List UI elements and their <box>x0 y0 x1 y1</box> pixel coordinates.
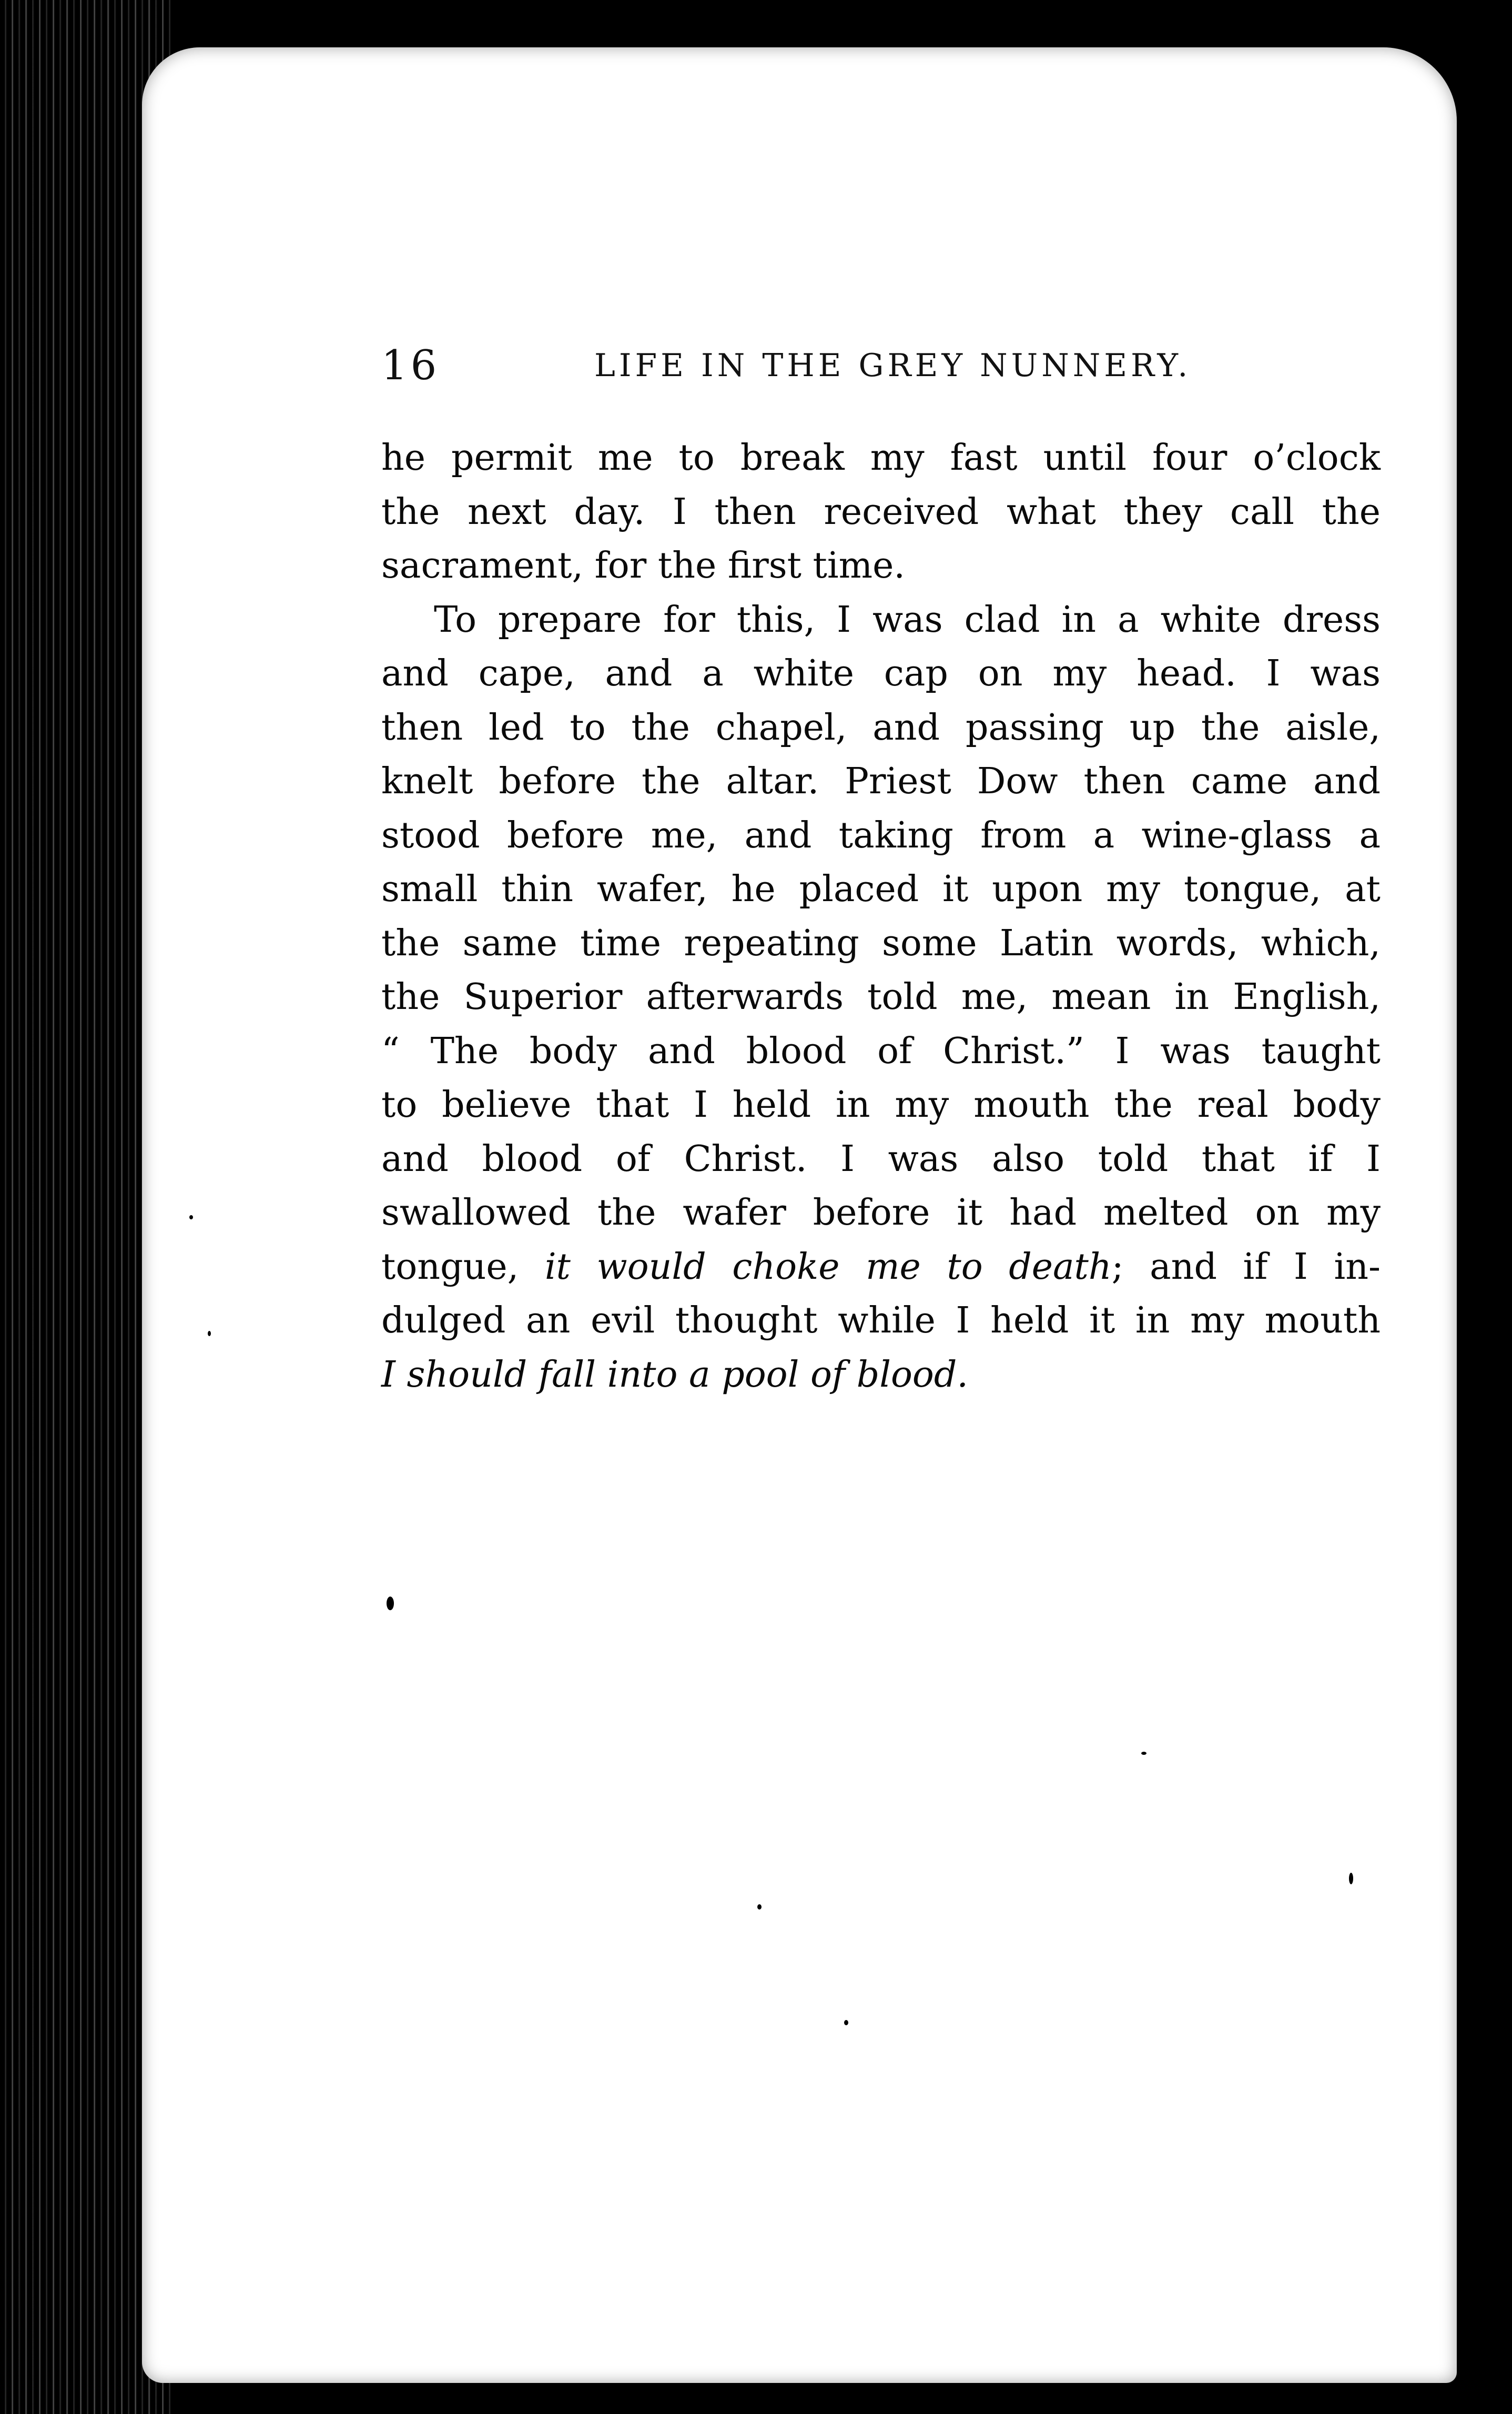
text-line: the same time repeating some Latin words, which, <box>381 922 1381 964</box>
text-line: sacrament, for the first time. <box>381 545 905 587</box>
text-run: tongue, <box>381 1246 545 1288</box>
scan-speck <box>757 1904 762 1910</box>
text-line: “ The body and blood of Christ.” I was taught <box>381 1030 1381 1072</box>
italic-text-run: it would choke me to death <box>544 1246 1112 1288</box>
italic-text-run: I should fall into a pool of blood. <box>381 1354 968 1396</box>
text-line: he permit me to break my fast until four o’clock <box>381 437 1381 479</box>
text-line: To prepare for this, I was clad in a white dress <box>434 599 1381 641</box>
text-line <box>381 1240 1381 1295</box>
scan-speck <box>1141 1752 1146 1755</box>
scan-speck <box>208 1331 211 1336</box>
text-line: and blood of Christ. I was also told that if I <box>381 1138 1381 1180</box>
page-number: 16 <box>381 342 440 389</box>
scan-speck <box>844 2020 848 2025</box>
text-line: dulged an evil thought while I held it in my mouth <box>381 1300 1381 1341</box>
scan-speck <box>1349 1873 1353 1884</box>
text-line: the Superior afterwards told me, mean in English, <box>381 976 1381 1018</box>
body-text <box>381 431 1381 1402</box>
text-line: knelt before the altar. Priest Dow then came and <box>381 761 1381 802</box>
text-line: and cape, and a white cap on my head. I was <box>381 653 1381 694</box>
text-line <box>381 1348 1381 1402</box>
text-line: the next day. I then received what they call the <box>381 491 1381 533</box>
scan-speck <box>387 1597 394 1610</box>
text-run: ; and if I in- <box>1111 1246 1381 1288</box>
text-line: small thin wafer, he placed it upon my tongue, at <box>381 868 1381 910</box>
text-line: stood before me, and taking from a wine-glass a <box>381 814 1381 856</box>
paragraph-1 <box>381 431 1381 593</box>
text-line: to believe that I held in my mouth the real body <box>381 1084 1381 1126</box>
text-line: then led to the chapel, and passing up the aisle, <box>381 706 1381 749</box>
running-head: LIFE IN THE GREY NUNNERY. <box>594 347 1192 384</box>
text-line: swallowed the wafer before it had melted on my <box>381 1192 1381 1234</box>
scan-speck <box>189 1215 193 1219</box>
paragraph-2 <box>381 593 1381 1402</box>
page-header <box>381 337 1381 395</box>
